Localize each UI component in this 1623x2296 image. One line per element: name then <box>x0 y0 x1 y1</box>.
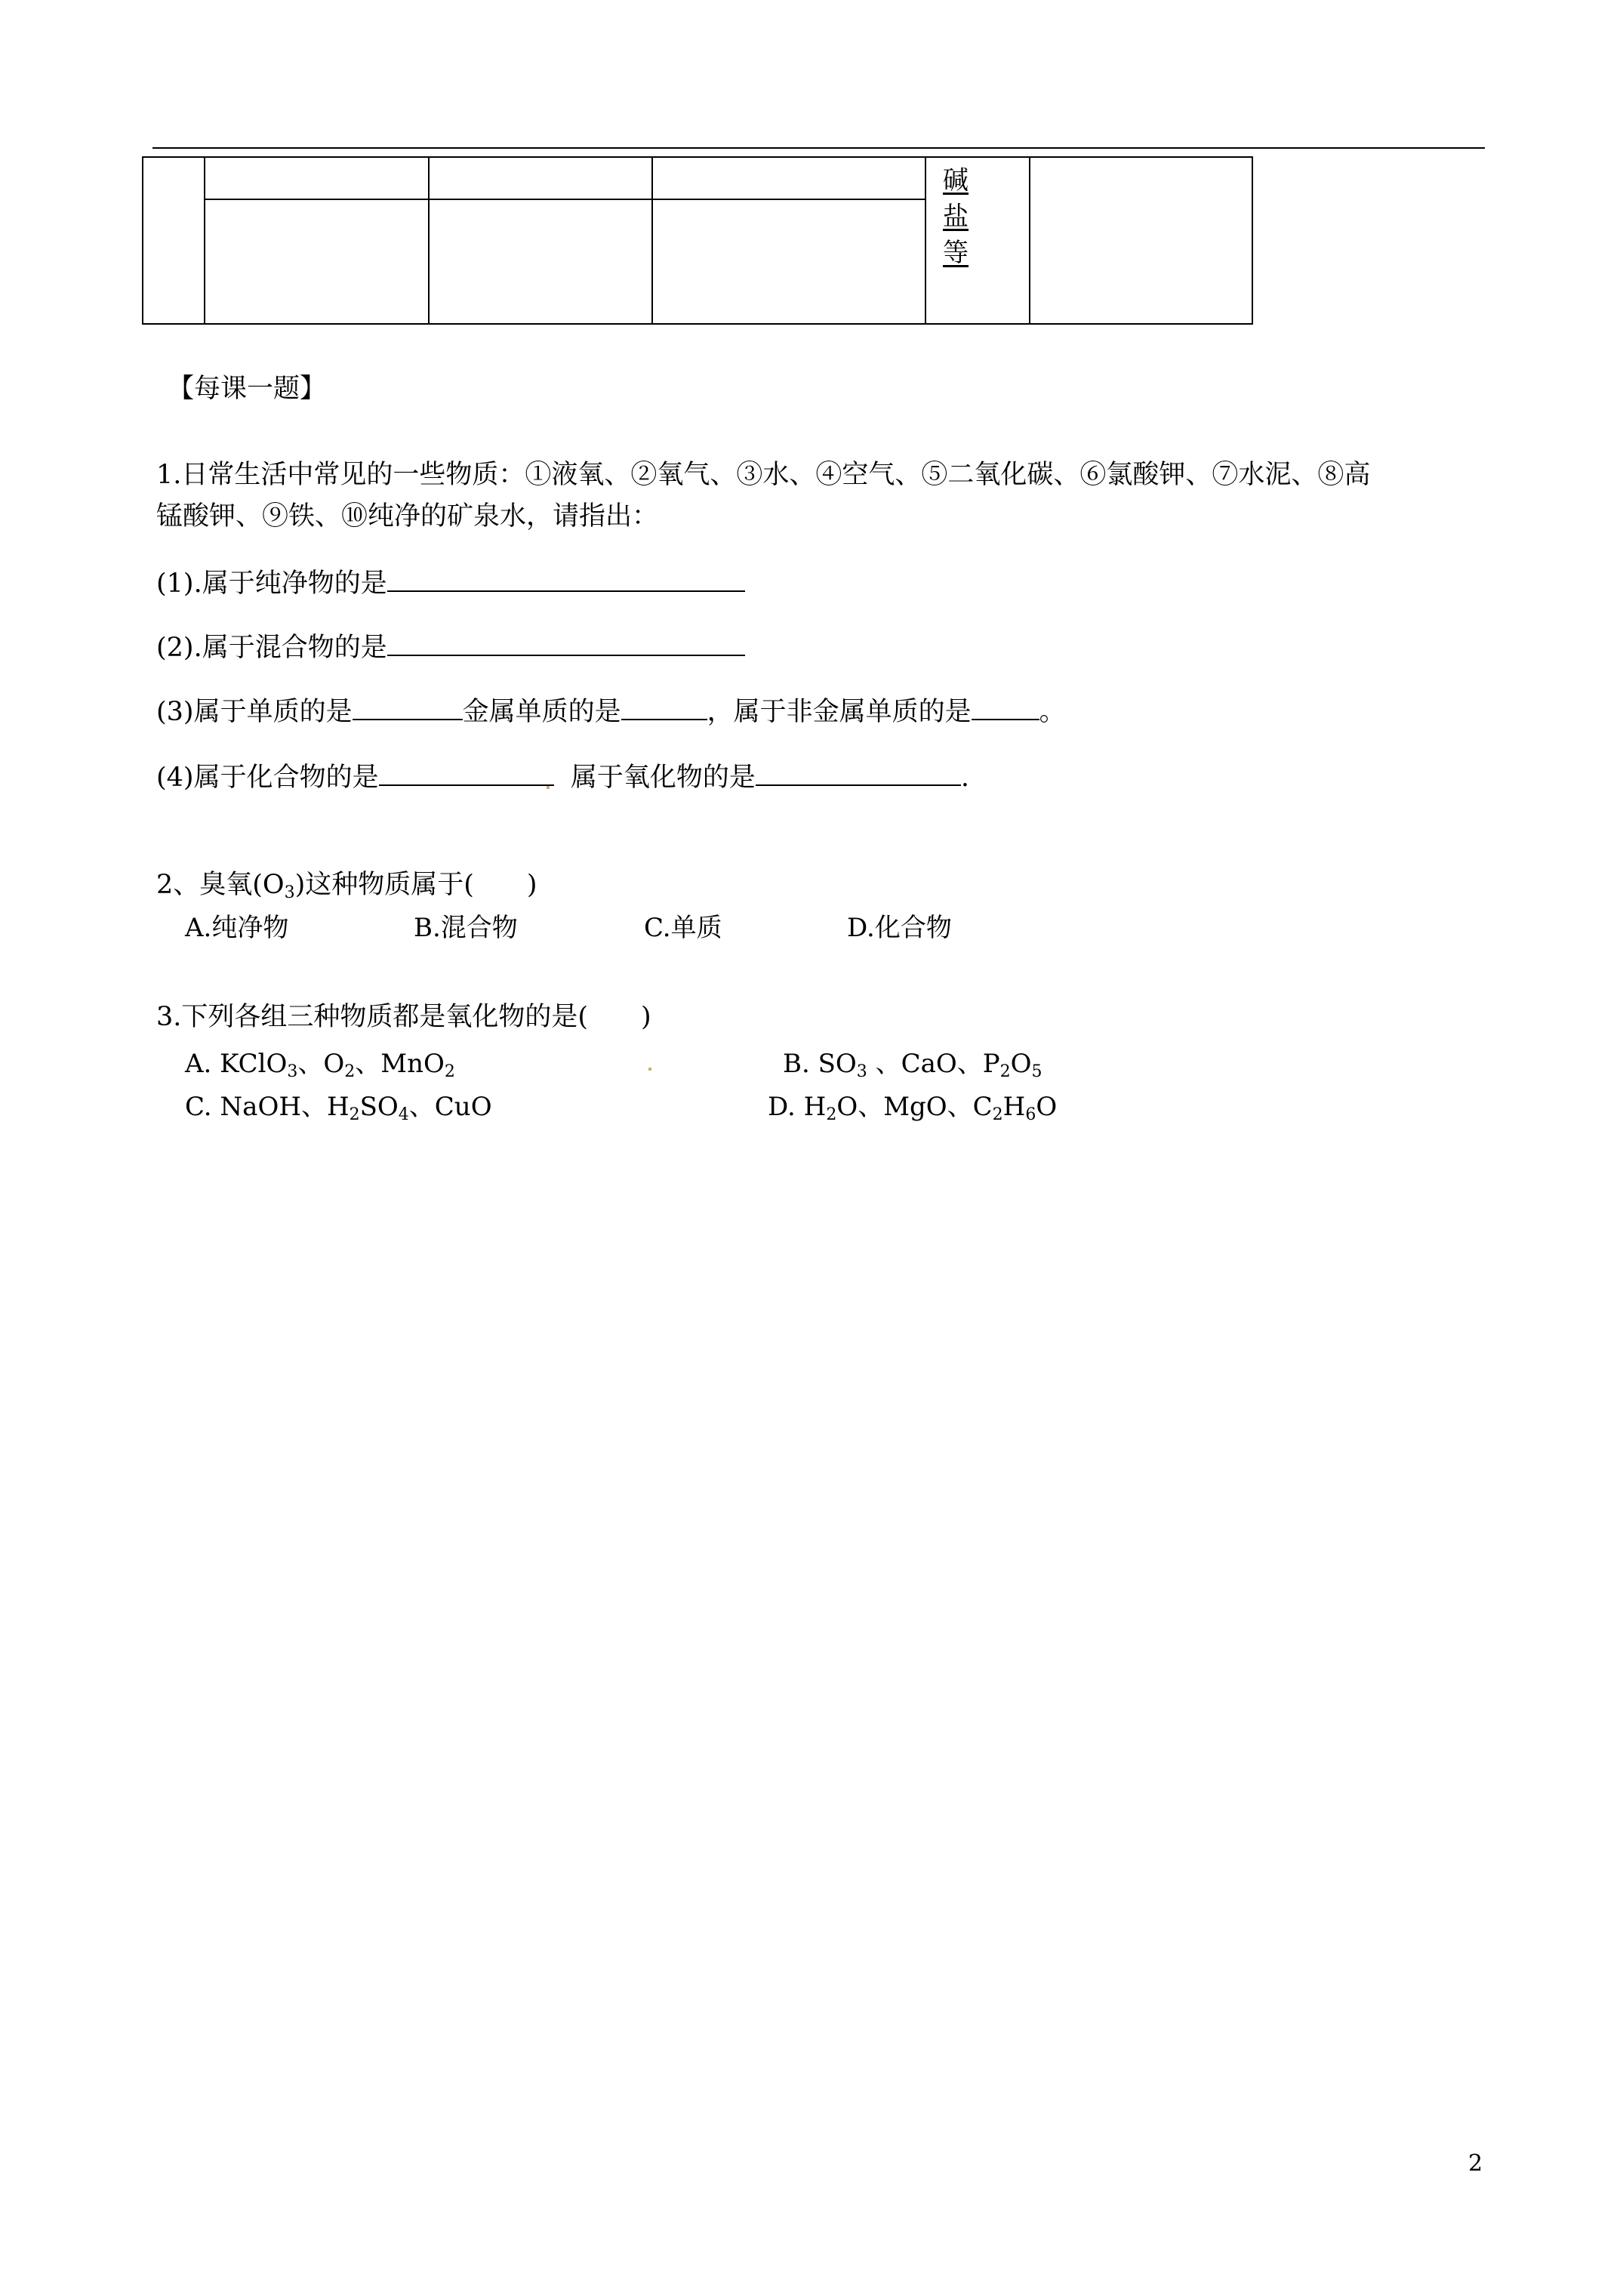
q3-d-2: O、MgO、C <box>836 1092 993 1122</box>
table-cell <box>205 157 429 199</box>
q1-part1-label: (1).属于纯净物的是 <box>156 569 387 599</box>
q3-option-d <box>768 1090 1057 1132</box>
q3-b-sub: 2 <box>999 1062 1011 1081</box>
q3-b-1: B. SO <box>783 1049 857 1079</box>
q2-stem-a: 2、臭氧(O <box>156 870 285 900</box>
q1-stem-line2: 锰酸钾、⑨铁、⑩纯净的矿泉水，请指出： <box>156 501 659 532</box>
table-cell <box>652 157 925 199</box>
table-cell <box>652 199 925 324</box>
scan-speck <box>648 1068 651 1071</box>
q3-a-1: A. KClO <box>185 1049 288 1079</box>
answer-blank[interactable] <box>353 693 463 720</box>
q3-c-sub: 4 <box>398 1105 409 1124</box>
q3-a-sub: 3 <box>287 1062 298 1081</box>
q3-option-a <box>185 1047 455 1089</box>
q2-stem-sub: 3 <box>284 883 295 902</box>
answer-blank[interactable] <box>756 759 961 786</box>
q2-stem <box>156 868 537 910</box>
q3-b-3: O <box>1010 1049 1032 1079</box>
q1-part4 <box>156 759 969 794</box>
q1-part4-label-a: (4)属于化合物的是 <box>156 763 379 793</box>
section-title: 【每课一题】 <box>168 374 327 404</box>
salt-char: 盐 <box>943 202 969 232</box>
q1-part3-label-d: 。 <box>1039 697 1066 727</box>
answer-blank[interactable] <box>387 629 745 656</box>
q3-a-3: 、MnO <box>355 1049 445 1079</box>
q3-d-sub: 6 <box>1025 1105 1036 1124</box>
q2-option-b: B.混合物 <box>414 913 518 943</box>
q3-d-sub: 2 <box>992 1105 1003 1124</box>
q3-b-2: 、CaO、P <box>867 1049 1000 1079</box>
q3-c-2: SO <box>359 1092 399 1122</box>
q3-option-b <box>783 1047 1042 1089</box>
table-cell-alkali <box>925 157 1030 324</box>
etc-char: 等 <box>943 238 969 268</box>
table-cell <box>429 199 652 324</box>
q1-part2 <box>156 629 745 664</box>
q3-option-c <box>185 1090 492 1132</box>
top-rule <box>152 147 1485 149</box>
q3-b-sub: 5 <box>1031 1062 1042 1081</box>
q2-stem-b: )这种物质属于( ) <box>294 870 537 900</box>
q3-d-1: D. H <box>768 1092 827 1122</box>
q3-d-4: O <box>1036 1092 1058 1122</box>
answer-blank[interactable] <box>972 693 1039 720</box>
q1-part3-label-b: 金属单质的是 <box>462 697 621 727</box>
q3-d-sub: 2 <box>826 1105 837 1124</box>
q3-b-sub: 3 <box>856 1062 867 1081</box>
answer-blank[interactable] <box>379 759 554 786</box>
q3-a-2: 、O <box>297 1049 345 1079</box>
q3-c-3: 、CuO <box>408 1092 492 1122</box>
q1-part2-label: (2).属于混合物的是 <box>156 633 387 663</box>
q1-part3-label-c: ，属于非金属单质的是 <box>707 697 972 727</box>
q3-c-sub: 2 <box>349 1105 360 1124</box>
q1-stem-line1: 1.日常生活中常见的一些物质：①液氧、②氧气、③水、④空气、⑤二氧化碳、⑥氯酸钾、⑦水泥、⑧高 <box>156 460 1371 490</box>
q2-option-a: A.纯净物 <box>185 913 289 943</box>
q3-stem: 3.下列各组三种物质都是氧化物的是( ) <box>156 1002 651 1032</box>
q1-part3-label-a: (3)属于单质的是 <box>156 697 353 727</box>
q2-option-d: D.化合物 <box>847 913 952 943</box>
page-number: 2 <box>1468 2150 1483 2177</box>
q3-a-sub: 2 <box>444 1062 455 1081</box>
table-cell <box>429 157 652 199</box>
answer-blank[interactable] <box>621 693 707 720</box>
scan-speck <box>547 786 550 789</box>
q3-c-1: C. NaOH、H <box>185 1092 350 1122</box>
table-cell <box>205 199 429 324</box>
q1-part4-label-b: 属于氧化物的是 <box>570 763 756 793</box>
q2-option-c: C.单质 <box>644 913 722 943</box>
q1-part4-label-c: . <box>960 763 970 793</box>
alkali-char: 碱 <box>943 165 969 196</box>
table-cell <box>1030 157 1252 324</box>
table-cell <box>143 157 205 324</box>
answer-blank[interactable] <box>387 565 745 592</box>
q1-part3 <box>156 693 1066 729</box>
q3-d-3: H <box>1002 1092 1026 1122</box>
q1-part1 <box>156 565 745 600</box>
q3-a-sub: 2 <box>344 1062 356 1081</box>
classification-table-fragment <box>142 156 1253 325</box>
